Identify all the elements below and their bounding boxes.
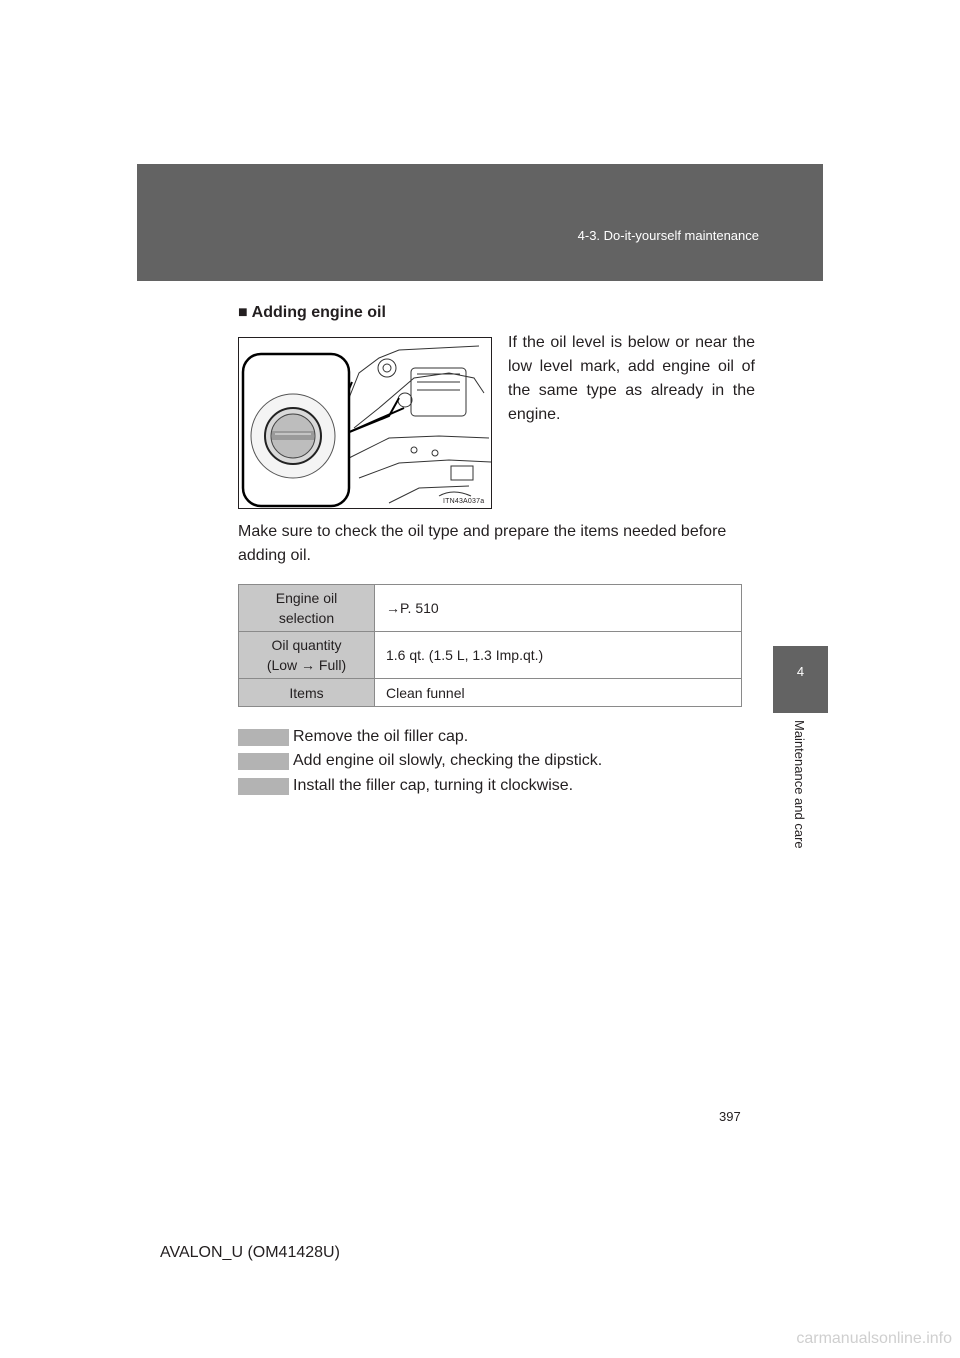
table-value-cell: Clean funnel: [375, 679, 742, 707]
step-text: Add engine oil slowly, checking the dipstick.: [293, 752, 603, 769]
step-marker: [238, 729, 289, 746]
table-value-cell: →P. 510: [375, 585, 742, 632]
heading-text: Adding engine oil: [251, 304, 386, 321]
table-row: [239, 679, 742, 707]
engine-oil-cap-icon: [239, 338, 492, 509]
footer-code: AVALON_U (OM41428U): [160, 1244, 340, 1261]
intro-paragraph: Make sure to check the oil type and prepare the items needed before adding oil.: [238, 523, 727, 564]
header-bar: [137, 164, 823, 281]
section-title: 4-3. Do-it-yourself maintenance: [577, 228, 759, 243]
oil-spec-table: [238, 584, 742, 707]
step-marker: [238, 753, 289, 770]
side-paragraph: If the oil level is below or near the low level mark, add engine oil of the same type as already in the engine.: [508, 334, 755, 423]
engine-oil-cap-figure: [238, 337, 492, 509]
chapter-label: [793, 720, 807, 870]
heading-bullet: ■: [238, 304, 248, 321]
step-marker: [238, 778, 289, 795]
chapter-tab: [773, 646, 828, 713]
table-row: [239, 632, 742, 679]
step-text: Install the filler cap, turning it clockwise.: [293, 777, 574, 794]
chapter-label-text: Maintenance and care: [792, 720, 807, 849]
table-header-cell: [239, 632, 375, 679]
step-text: Remove the oil filler cap.: [293, 728, 469, 745]
watermark: carmanualsonline.info: [796, 1330, 952, 1347]
row-label-line2: selection: [278, 610, 335, 626]
table-header-cell: Items: [239, 679, 375, 707]
row-label: Oil quantity: [271, 637, 342, 653]
chapter-number: 4: [796, 664, 805, 679]
table-header-cell: [239, 585, 375, 632]
table-row: [239, 585, 742, 632]
page-number: 397: [719, 1109, 741, 1124]
row-label-line2: (Low → Full): [266, 657, 347, 673]
table-value-cell: 1.6 qt. (1.5 L, 1.3 Imp.qt.): [375, 632, 742, 679]
section-heading: [238, 304, 386, 322]
row-label: Engine oil: [275, 590, 338, 606]
figure-label: ITN43A037a: [443, 498, 485, 505]
